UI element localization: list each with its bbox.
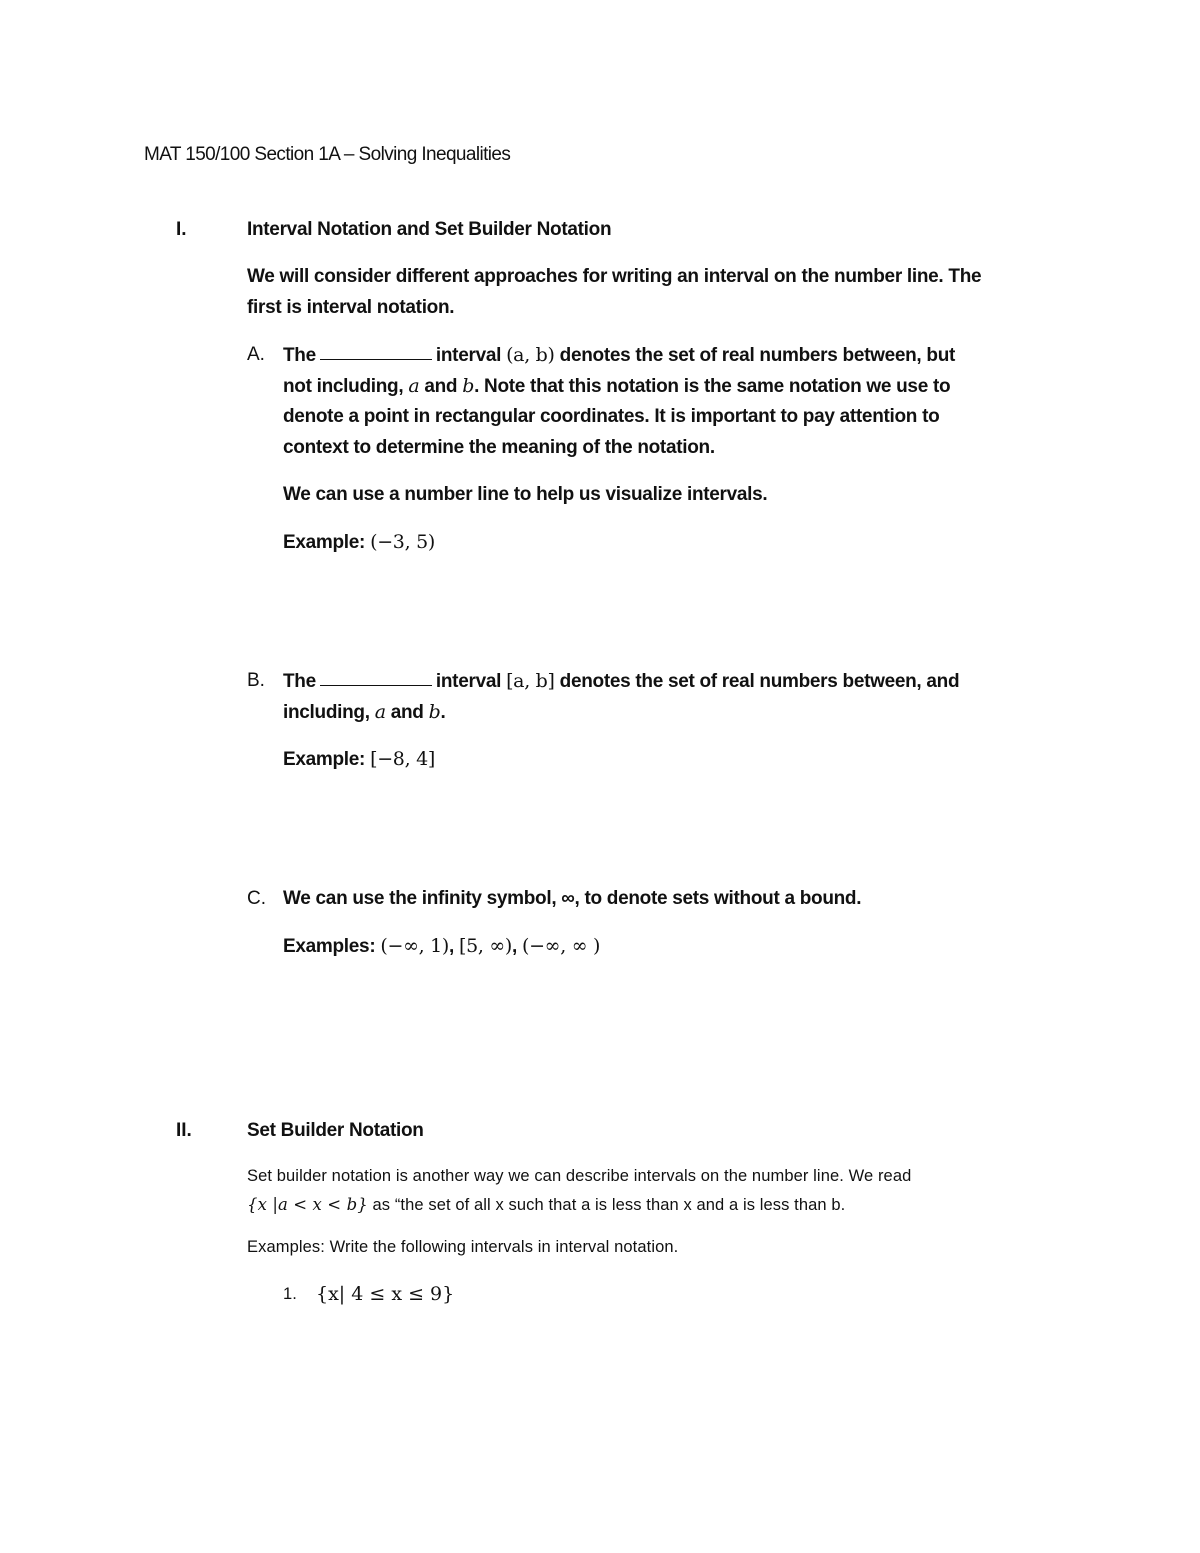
item-a-blank — [320, 358, 432, 360]
item-a-line-2 — [283, 375, 950, 398]
item-c-examples-label: Examples: — [283, 936, 376, 957]
item-b-line-1 — [283, 670, 959, 693]
section-2-line-2 — [247, 1195, 845, 1215]
item-a-line-2-rest: . Note that this notation is the same notation we use to — [474, 376, 951, 397]
item-b-blank — [320, 684, 432, 686]
item-b-period: . — [440, 702, 446, 723]
section-2-line-1: Set builder notation is another way we can describe intervals on the number line. We read — [247, 1167, 912, 1185]
question-1-number: 1. — [283, 1285, 297, 1303]
item-c-letter: C. — [247, 888, 266, 909]
section-2-heading: Set Builder Notation — [247, 1120, 424, 1141]
section-1-intro-line-1: We will consider different approaches for writing an interval on the number line. The — [247, 266, 982, 287]
item-a-line-2-pre: not including, — [283, 376, 404, 397]
item-b-and: and — [390, 702, 424, 723]
section-2-set-builder-math: {x |a < x < b} — [247, 1195, 368, 1214]
item-a-line-3: denote a point in rectangular coordinates. It is important to pay attention to — [283, 406, 940, 427]
item-a-and: and — [424, 376, 458, 397]
item-b-the: The — [283, 671, 316, 692]
section-1-intro-line-2: first is interval notation. — [247, 297, 455, 318]
item-c-sep-1: , — [448, 936, 454, 957]
item-b-line-1-rest: denotes the set of real numbers between, and — [559, 671, 960, 692]
item-b-interval-word: interval — [435, 671, 502, 692]
item-a-example — [283, 531, 435, 554]
section-2-examples-intro: Examples: Write the following intervals in interval notation. — [247, 1238, 679, 1256]
item-b-var-a: a — [374, 701, 386, 723]
item-b-letter: B. — [247, 670, 265, 691]
item-a-the: The — [283, 345, 316, 366]
item-a-line-4: context to determine the meaning of the notation. — [283, 437, 715, 458]
item-b-var-b: b — [428, 701, 441, 723]
section-2-numeral: II. — [176, 1120, 192, 1141]
question-1-math: {x| 4 ≤ x ≤ 9} — [316, 1283, 455, 1305]
page-title: MAT 150/100 Section 1A – Solving Inequalities — [144, 144, 511, 165]
item-a-example-math: (−3, 5) — [370, 531, 435, 553]
item-b-line-2-pre: including, — [283, 702, 370, 723]
item-c-example-1: (−∞, 1) — [380, 935, 449, 957]
section-1-heading: Interval Notation and Set Builder Notation — [247, 219, 612, 240]
item-c-examples — [283, 935, 600, 958]
item-b-example — [283, 748, 435, 771]
item-c-text: We can use the infinity symbol, ∞, to denote sets without a bound. — [283, 888, 862, 909]
item-a-interval-math: (a, b) — [506, 344, 555, 366]
item-c-example-2: [5, ∞) — [458, 935, 512, 957]
item-a-var-a: a — [408, 375, 420, 397]
item-b-line-2 — [283, 701, 445, 724]
item-a-visualize: We can use a number line to help us visualize intervals. — [283, 484, 768, 505]
item-a-var-b: b — [462, 375, 475, 397]
item-a-line-1-rest: denotes the set of real numbers between, but — [559, 345, 956, 366]
item-a-interval-word: interval — [435, 345, 502, 366]
item-b-example-math: [−8, 4] — [370, 748, 435, 770]
item-c-example-3: (−∞, ∞ ) — [521, 935, 601, 957]
section-1-numeral: I. — [176, 219, 187, 240]
item-a-example-label: Example: — [283, 532, 366, 553]
item-c-sep-2: , — [511, 936, 517, 957]
item-b-example-label: Example: — [283, 749, 366, 770]
item-b-interval-math: [a, b] — [506, 670, 555, 692]
section-2-line-2-text: as “the set of all x such that a is less than x and a is less than b. — [372, 1196, 846, 1214]
item-a-line-1 — [283, 344, 955, 367]
item-a-letter: A. — [247, 344, 265, 365]
